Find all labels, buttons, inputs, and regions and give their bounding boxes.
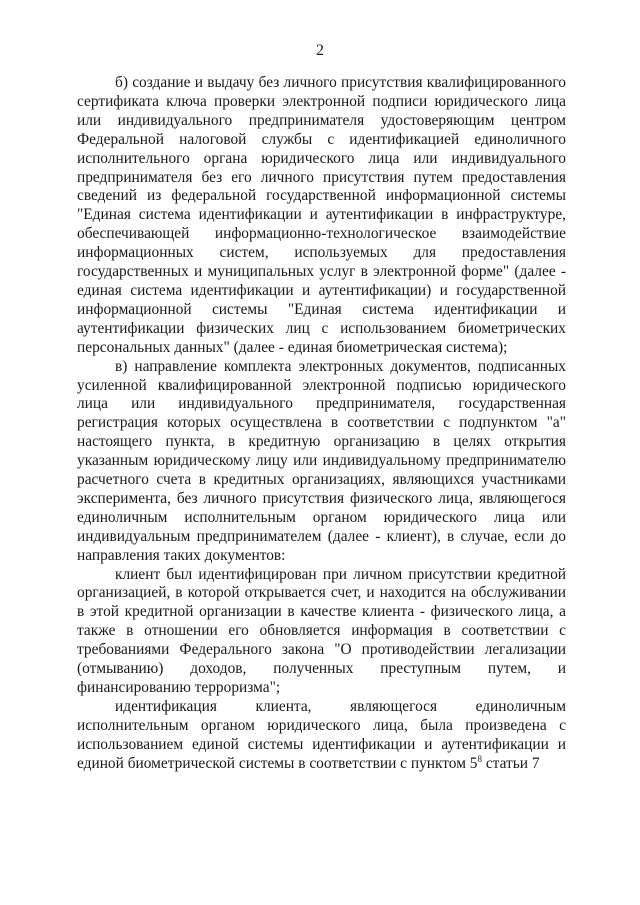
- paragraph-text: идентификация клиента, являющегося единоличным исполнительным органом юридического лица, была произведена с использованием единой системы идентификации и аутентификации и единой биометрической системы в соответствии с пунктом 5: [77, 697, 566, 772]
- paragraph-client-identified: клиент был идентифицирован при личном присутствии кредитной организацией, в которой открывается счет, и находится на обслуживании в этой кредитной организации в качестве клиента - физического лица, а также в отношении его обновляется информация в соответствии с требованиями Федерального закона "О противодействии легализации (отмыванию) доходов, полученных преступным путем, и финансированию терроризма";: [77, 565, 566, 696]
- page-number: 2: [316, 42, 324, 59]
- paragraph-v: в) направление комплекта электронных документов, подписанных усиленной квалифицированной электронной подписью юридического лица или индивидуального предпринимателя, государственная регистрация которых осуществлена в соответствии с подпунктом "а" настоящего пункта, в кредитную организацию в целях открытия указанным юридическому лицу или индивидуальному предпринимателю расчетного счета в кредитных организациях, являющихся участниками эксперимента, без личного присутствия физического лица, являющегося единоличным исполнительным органом юридического лица или индивидуальным предпринимателем (далее - клиент), в случае, если до направления таких документов:: [77, 357, 566, 564]
- document-body: [77, 74, 566, 774]
- paragraph-client-identification: [77, 698, 566, 774]
- superscript: 8: [477, 753, 482, 764]
- paragraph-b: б) создание и выдачу без личного присутствия квалифицированного сертификата ключа проверки электронной подписи юридического лица или индивидуального предпринимателя удостоверяющим центром Федеральной налоговой службы с идентификацией единоличного исполнительного органа юридического лица или индивидуального предпринимателя без его личного присутствия путем предоставления сведений из федеральной государственной информационной системы "Единая система идентификации и аутентификации в инфраструктуре, обеспечивающей информационно-технологическое взаимодействие информационных систем, используемых для предоставления государственных и муниципальных услуг в электронной форме" (далее - единая система идентификации и аутентификации) и государственной информационной системы "Единая система идентификации и аутентификации физических лиц с использованием биометрических персональных данных" (далее - единая биометрическая система);: [77, 74, 566, 356]
- paragraph-tail: статьи 7: [482, 754, 540, 772]
